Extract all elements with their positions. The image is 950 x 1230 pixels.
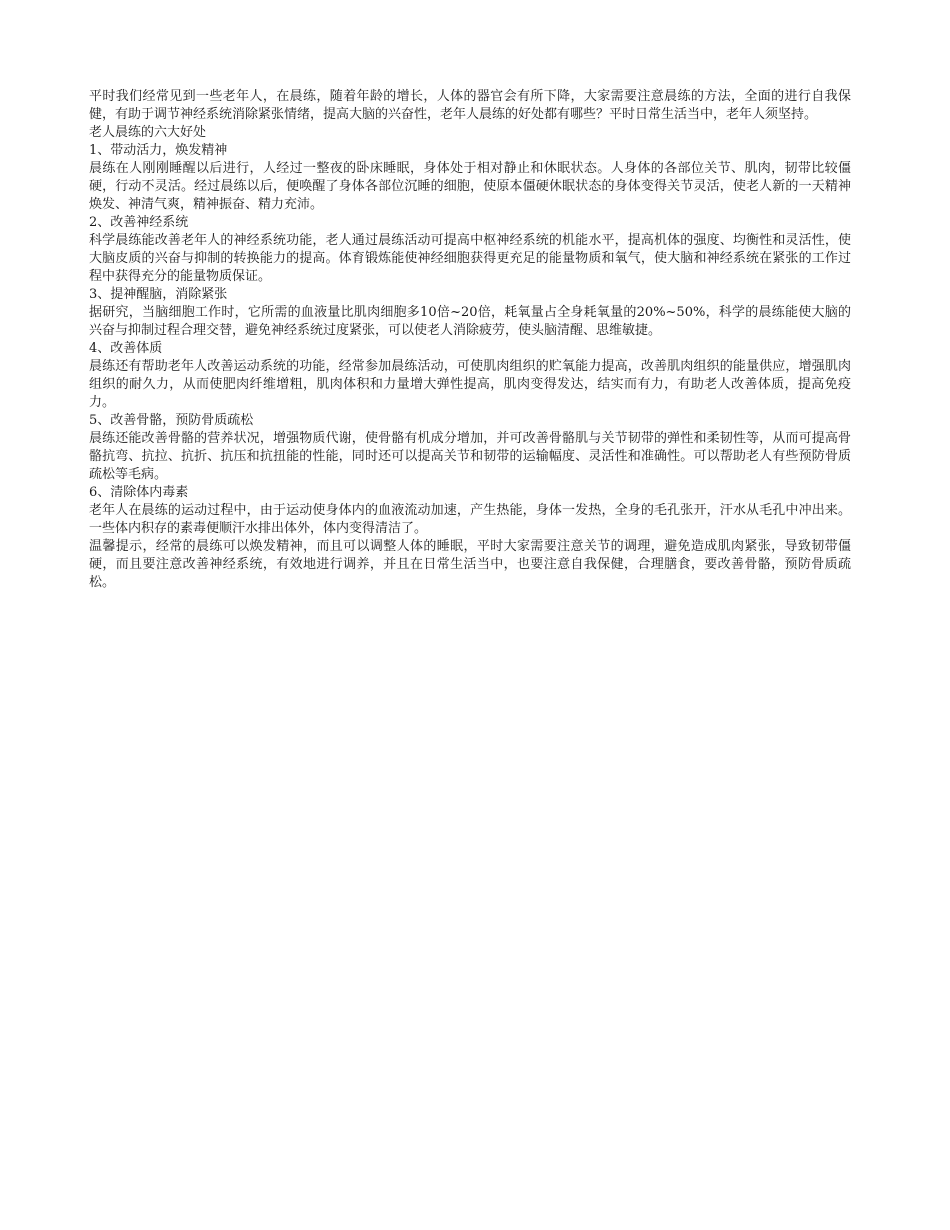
section-heading-6: 6、清除体内毒素 (89, 485, 189, 500)
section-heading-4: 4、改善体质 (89, 341, 163, 356)
section-heading-5: 5、改善骨骼，预防骨质疏松 (89, 413, 254, 428)
intro-paragraph: 平时我们经常见到一些老年人，在晨练，随着年龄的增长，人体的器官会有所下降，大家需要注意晨练的方法，全面的进行自我保健，有助于调节神经系统消除紧张情绪，提高大脑的兴奋性，老年人晨练的好处都有哪些？平时日常生活当中，老年人须坚持。 (89, 89, 851, 122)
section-heading-1: 1、带动活力，焕发精神 (89, 143, 228, 158)
closing-paragraph: 温馨提示，经常的晨练可以焕发精神，而且可以调整人体的睡眠，平时大家需要注意关节的调理，避免造成肌肉紧张，导致韧带僵硬，而且要注意改善神经系统，有效地进行调养，并且在日常生活当中，也要注意自我保健，合理膳食，要改善骨骼，预防骨质疏松。 (89, 539, 851, 590)
section-body-1: 晨练在人刚刚睡醒以后进行，人经过一整夜的卧床睡眠，身体处于相对静止和休眠状态。人身体的各部位关节、肌肉，韧带比较僵硬，行动不灵活。经过晨练以后，便唤醒了身体各部位沉睡的细胞，使原本僵硬休眠状态的身体变得关节灵活，使老人新的一天精神焕发、神清气爽，精神振奋、精力充沛。 (89, 161, 851, 212)
document-title: 老人晨练的六大好处 (89, 125, 207, 140)
section-body-4: 晨练还有帮助老年人改善运动系统的功能，经常参加晨练活动，可使肌肉组织的贮氧能力提高，改善肌肉组织的能量供应，增强肌肉组织的耐久力，从而使肥肉纤维增粗，肌肉体积和力量增大弹性提高，肌肉变得发达，结实而有力，有助老人改善体质，提高免疫力。 (89, 359, 851, 410)
section-body-6: 老年人在晨练的运动过程中，由于运动使身体内的血液流动加速，产生热能，身体一发热，全身的毛孔张开，汗水从毛孔中冲出来。一些体内积存的素毒便顺汗水排出体外，体内变得清洁了。 (89, 503, 851, 536)
section-body-5: 晨练还能改善骨骼的营养状况，增强物质代谢，使骨骼有机成分增加，并可改善骨骼肌与关节韧带的弹性和柔韧性等，从而可提高骨骼抗弯、抗拉、抗折、抗压和抗扭能的性能，同时还可以提高关节和韧带的运输幅度、灵活性和准确性。可以帮助老人有些预防骨质疏松等毛病。 (89, 431, 851, 482)
section-body-3: 据研究，当脑细胞工作时，它所需的血液量比肌肉细胞多10倍~20倍，耗氧量占全身耗氧量的20%~50%，科学的晨练能使大脑的兴奋与抑制过程合理交替，避免神经系统过度紧张，可以使老人消除疲劳，使头脑清醒、思维敏捷。 (89, 305, 851, 338)
section-heading-2: 2、改善神经系统 (89, 215, 189, 230)
section-body-2: 科学晨练能改善老年人的神经系统功能，老人通过晨练活动可提高中枢神经系统的机能水平，提高机体的强度、均衡性和灵活性，使大脑皮质的兴奋与抑制的转换能力的提高。体育锻炼能使神经细胞获得更充足的能量物质和氧气，使大脑和神经系统在紧张的工作过程中获得充分的能量物质保证。 (89, 233, 851, 284)
section-heading-3: 3、提神醒脑，消除紧张 (89, 287, 228, 302)
document-body (89, 88, 851, 592)
